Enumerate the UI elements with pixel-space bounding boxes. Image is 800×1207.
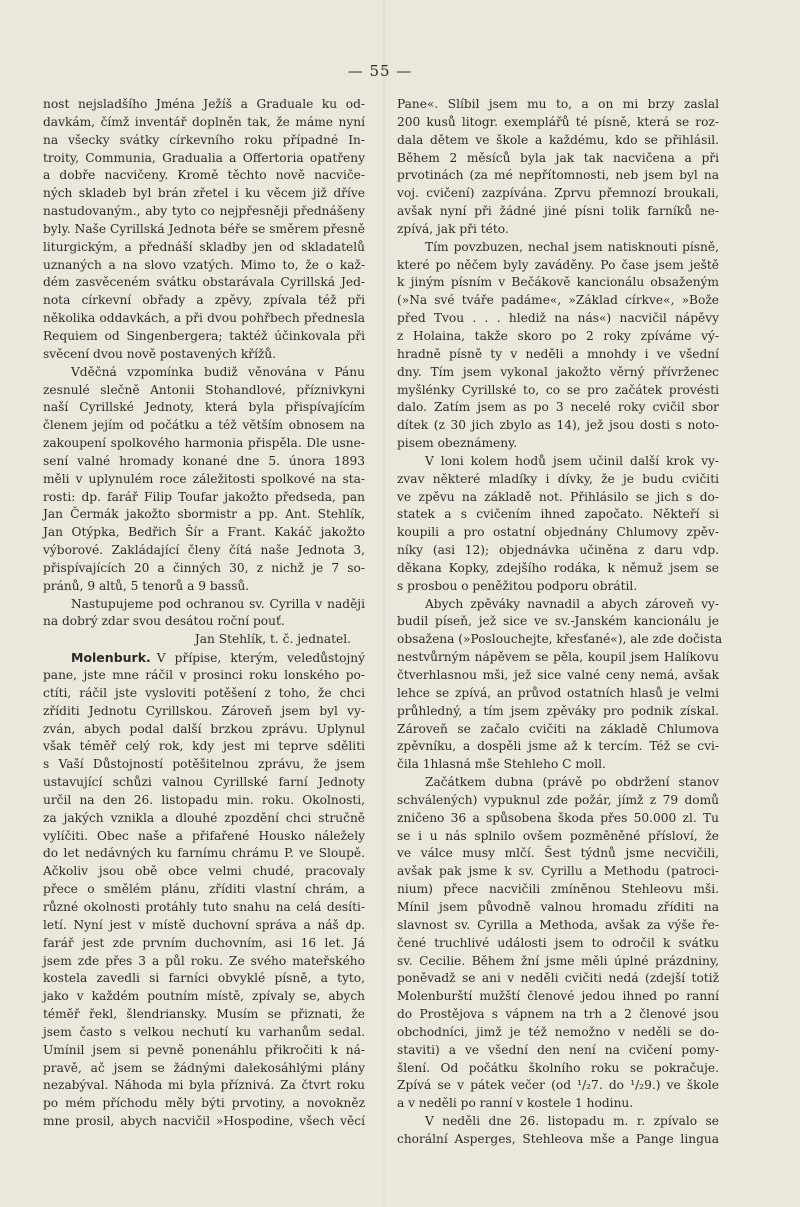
text-line: V loni kolem hodů jsem učinil další krok vy- [425, 453, 719, 468]
paragraph [397, 596, 723, 774]
text-line: obchodníci, jimž je též nemožno v neděli se do- [397, 1024, 719, 1039]
text-line: dítek (z 30 jich zbylo as 14), jež jsou dosti s noto- [397, 418, 719, 433]
text-line: za jakých vznikla a dlouhé zpozdění chci stručně [43, 810, 365, 825]
text-line: schválených) vypuknul zde požár, jímž z 79 domů [397, 792, 719, 807]
text-line: čila 1hlasná mše Stehleho C moll. [397, 757, 606, 772]
paragraph [43, 649, 365, 1131]
text-line: rosti: dp. farář Filip Toufar jakožto předseda, pan [43, 489, 365, 504]
text-line: Molenburští mužští členové jedou ihned po ranní [397, 989, 719, 1004]
text-line: prvotinách (za mé nepřítomnosti, neb jsem byl na [397, 168, 719, 183]
text-line: letí. Nyní jest v místě duchovní správa a náš dp. [43, 917, 365, 932]
text-line: Zároveň se začalo cvičiti na základě Chlumova [397, 721, 719, 736]
text-line: čtverhlasnou mši, jež sice valné ceny nemá, avšak [397, 668, 719, 682]
text-line: koupili a pro ostatní objednány Chlumovy zpěv- [397, 525, 719, 540]
text-line-rest: V přípise, kterým, veledůstojný [156, 651, 365, 666]
text-line: Umínil jsem si pevně ponenáhlu přikročiti k ná- [43, 1042, 365, 1057]
text-line: myšlénky Cyrillské to, co se pro začátek provésti [397, 382, 719, 397]
text-line: do Prostějova s vápnem na trh a 2 členové jsou [397, 1007, 719, 1022]
text-line: nost nejsladšího Jména Ježíš a Graduale ku od- [43, 97, 365, 111]
text-line: Abych zpěváky navnadil a abych zároveň vy- [425, 596, 719, 611]
text-line: měli v uplynulém roce záležitosti spolkové na sta- [43, 471, 365, 486]
text-line: členem jejím od počátku a též větším obnosem na [43, 418, 365, 433]
text-line: nezabýval. Náhoda mi byla příznivá. Za čtvrt roku [43, 1078, 365, 1093]
text-line: s prosbou o peněžitou podporu obrátil. [397, 578, 638, 593]
text-line: s Vaší Důstojností potěšitelnou zprávu, že jsem [43, 757, 365, 772]
text-line: zničeno 36 a spůsobena škoda přes 50.000 zl. Tu [397, 810, 719, 825]
text-line: nestvůrným nápěvem se pěla, koupil jsem Halíkovu [397, 650, 719, 665]
text-line: šlení. Od počátku školního roku se pokračuje. [397, 1060, 719, 1075]
text-line: ustavující schůzi valnou Cyrillské farní Jednoty [43, 775, 365, 790]
text-line: troity, Communia, Gradualia a Offertoria opatřeny [43, 150, 365, 165]
text-line: Tím povzbuzen, nechal jsem natisknouti písně, [425, 239, 719, 254]
text-line: přispívajících 20 a činných 30, z nichž je 7 so- [43, 560, 365, 575]
text-line: po mém příchodu měly býti prvotiny, a novokněz [43, 1096, 365, 1111]
page-fold-shadow [383, 0, 385, 1207]
text-line: obsažena (»Poslouchejte, křesťané«), ale zde dočista [397, 632, 723, 647]
text-line: jsem zde přes 3 a půl roku. Ze svého mateřského [43, 953, 365, 968]
text-line: nota církevní obřady a zpěvy, zpívala též při [43, 293, 365, 308]
text-line: k jiným písním v Bečákově kancionálu obsaženým [397, 275, 719, 290]
paragraph [43, 364, 365, 596]
paragraph [397, 239, 719, 453]
text-line: Během 2 měsíců byla jak tak nacvičena a při [397, 150, 719, 165]
text-line: avšak nyní při žádné jiné písni tolik farníků ne- [397, 204, 719, 219]
text-line: do let nedávných ku farnímu chrámu P. ve Sloupě. [43, 846, 365, 861]
text-line: několika oddavkách, a při dvou pohřbech přednesla [43, 311, 365, 326]
text-line: byly. Naše Cyrillská Jednota béře se směrem přesně [43, 221, 365, 236]
text-line: Vděčná vzpomínka budiž věnována v Pánu [71, 364, 365, 379]
text-line: a dobře nacvičeny. Kromě těchto nově nacviče- [43, 168, 365, 183]
text-line: budil píseň, jež sice ve sv.-Janském kancionálu je [397, 614, 719, 629]
text-line: pane, jste mne ráčil v prosinci roku lonského po- [43, 668, 365, 682]
left-column [43, 96, 365, 1131]
text-line: V neděli dne 26. listopadu m. r. zpívalo se [425, 1114, 719, 1129]
text-line: pravě, ač jsem se žádnými dalekosáhlými plány [43, 1060, 365, 1075]
text-line: různé okolnosti protáhly tuto snahu na celá desíti- [43, 899, 365, 914]
text-line: sení valné hromady konané dne 5. února 1893 [43, 453, 365, 468]
text-line: určil na den 26. listopadu min. roku. Okolnosti, [43, 792, 365, 807]
text-line: nium) přece nacvičili zmíněnou Stehleovu mši. [397, 882, 719, 897]
text-line: zpěvníku, a dospěli jsme až k tercím. Též se cvi- [397, 739, 719, 754]
text-line: lehce se zpívá, an průvod ostatních hlasů je velmi [397, 685, 719, 700]
paragraph [397, 96, 719, 239]
text-line: vylíčiti. Obec naše a přifařené Housko náležely [43, 828, 365, 843]
text-line: chorální Asperges, Stehleova mše a Pange lingua [397, 1131, 719, 1146]
text-line: téměř řekl, šlendriansky. Musím se přiznati, že [43, 1007, 365, 1022]
text-line: farář jest zde prvním duchovním, asi 16 let. Já [43, 935, 365, 950]
text-line: uznaných a na slovo vzatých. Mimo to, že o kaž- [43, 257, 365, 272]
paragraph [397, 453, 719, 596]
text-line: níky (asi 12); objednávka učiněna z daru vdp. [397, 543, 719, 558]
text-line: Mínil jsem původně valnou hromadu zříditi na [397, 899, 719, 914]
text-line: však téměř celý rok, kdy jest mi teprve sděliti [43, 739, 365, 754]
text-line: zesnulé slečně Antonii Stohandlové, příznivkyni [43, 382, 365, 397]
paragraph [43, 596, 365, 632]
text-line: na dobrý zdar svou desátou roční pouť. [43, 614, 285, 629]
text-line: hradně písně ty v neděli a mnohdy i ve všední [397, 346, 719, 361]
text-line: ctíti, ráčil jste vysloviti potěšení z toho, že chci [43, 685, 365, 700]
text-line: nastudovaným., aby tyto co nejpřesněji přednášeny [43, 204, 365, 219]
text-line: zakoupení spolkového harmonia přispěla. Dle usne- [43, 436, 365, 451]
text-line [43, 649, 365, 667]
text-line: zvav některé mladíky i dívky, že je budu cvičiti [397, 471, 719, 486]
text-line: přece o smělém plánu, zříditi vlastní chrám, a [43, 882, 365, 897]
section-heading: Molenburk. [71, 650, 151, 666]
text-line: Nastupujeme pod ochranou sv. Cyrilla v naději [71, 596, 365, 611]
paragraph [397, 774, 719, 1113]
text-line: (»Na své tváře padáme«, »Základ církve«, »Bože [397, 293, 719, 308]
text-line: dala dětem ve škole a každému, kdo se přihlásil. [397, 132, 719, 147]
text-line: kostela zavedli si farníci obvyklé písně, a tyto, [43, 971, 365, 986]
paragraph [397, 1113, 719, 1149]
page-number: — 55 — [347, 62, 413, 80]
text-line: poněvadž se ani v neděli cvičiti nedá (zdejší totiž [397, 971, 719, 986]
text-line: avšak pak jsme k sv. Cyrillu a Methodu (patroci- [397, 864, 719, 879]
text-line: a v neděli po ranní v kostele 1 hodinu. [397, 1096, 634, 1111]
text-line: dny. Tím jsem vykonal jakožto věrný přívrženec [397, 364, 719, 379]
text-line: Jan Čermák jakožto sbormistr a pp. Ant. Stehlík, [43, 507, 365, 522]
text-line: před Tvou . . . hlediž na nás«) nacvičil nápěvy [397, 311, 719, 326]
text-line: ve válce musy mlčí. Šest týdnů jsme necvičili, [397, 846, 719, 861]
text-line: Pane«. Slíbil jsem mu to, a on mi brzy zaslal [397, 97, 719, 111]
text-line: pránů, 9 altů, 5 tenorů a 9 bassů. [43, 578, 250, 593]
text-line: mne prosil, abych nacvičil »Hospodine, všech věcí [43, 1114, 365, 1129]
text-line: pisem obeznámeny. [397, 436, 518, 451]
text-line: ných skladeb byl brán zřetel i ku věcem již dříve [43, 186, 365, 201]
text-line: zříditi Jednotu Cyrillskou. Zároveň jsem byl vy- [43, 703, 365, 718]
text-line: na všecky svátky církevního roku případné In- [43, 132, 365, 147]
text-line: Začátkem dubna (právě po obdržení stanov [425, 775, 719, 790]
text-line: průhledný, a tím jsem zpěváky pro podnik získal. [397, 703, 719, 718]
text-line: liturgickým, a přednáší skladby jen od skladatelů [43, 239, 365, 254]
text-line: staviti) a ve všední den není na cvičení pomy- [397, 1042, 719, 1057]
text-line: 200 kusů litogr. exemplářů té písně, která se roz- [397, 114, 719, 129]
text-line: svěcení dvou nově postavených křížů. [43, 346, 277, 361]
signature [43, 631, 365, 649]
text-line: zpívá, jak při této. [397, 221, 509, 236]
text-line: děkana Kopky, zdejšího rodáka, k němuž jsem se [397, 560, 719, 575]
right-column [397, 96, 723, 1149]
text-line: které po něčem byly zaváděny. Po čase jsem ještě [397, 257, 719, 272]
text-line: výborové. Zakládající členy čítá naše Jednota 3, [43, 543, 365, 558]
text-line: Jan Stehlík, t. č. jednatel. [194, 632, 351, 647]
paragraph [43, 96, 365, 364]
text-line: jsem často s velkou nechutí ku varhanům sedal. [43, 1024, 365, 1039]
text-line: jako v každém poutním místě, zpívaly se, abych [43, 989, 365, 1004]
text-line: Requiem od Singenbergera; taktéž účinkovala při [43, 328, 365, 343]
text-line: Ačkoliv jsou obě obce velmi chudé, pracovaly [43, 864, 365, 879]
text-line: davkám, čímž inventář doplněn tak, že máme nyní [43, 114, 365, 129]
text-line: dém zasvěceném svátku obstarávala Cyrillská Jed- [43, 275, 365, 290]
text-line: slavnost sv. Cyrilla a Methoda, avšak za výše ře- [397, 917, 719, 932]
text-line: Jan Otýpka, Bedřich Šír a Frant. Kakáč jakožto [43, 525, 365, 540]
text-line: naší Cyrillské Jednoty, která byla přispívajícím [43, 400, 365, 415]
text-line: zván, abych podal další brzkou zprávu. Uplynul [43, 721, 365, 736]
text-line: statek a s cvičením ihned započato. Někteří si [397, 507, 719, 522]
text-line: dalo. Zatím jsem as po 3 necelé roky cvičil sbor [397, 400, 719, 415]
text-line: ve zpěvu na základě not. Přihlásilo se jich s do- [397, 489, 719, 504]
text-line: sv. Cecilie. Během žní jsme měli úplné prázdniny, [397, 953, 719, 968]
text-line: z Holaina, takže skoro po 2 roky zpíváme vý- [397, 328, 719, 343]
text-line: se i u nás splnilo ovšem pozměněné přísloví, že [397, 828, 719, 843]
text-line: Zpívá se v pátek večer (od ¹/₂7. do ¹/₂9.) ve škole [397, 1078, 719, 1093]
text-line: voj. cvičení) zazpívána. Zprvu přemnozí broukali, [397, 186, 719, 201]
text-line: čené truchlivé události jsem to odročil k svátku [397, 935, 719, 950]
